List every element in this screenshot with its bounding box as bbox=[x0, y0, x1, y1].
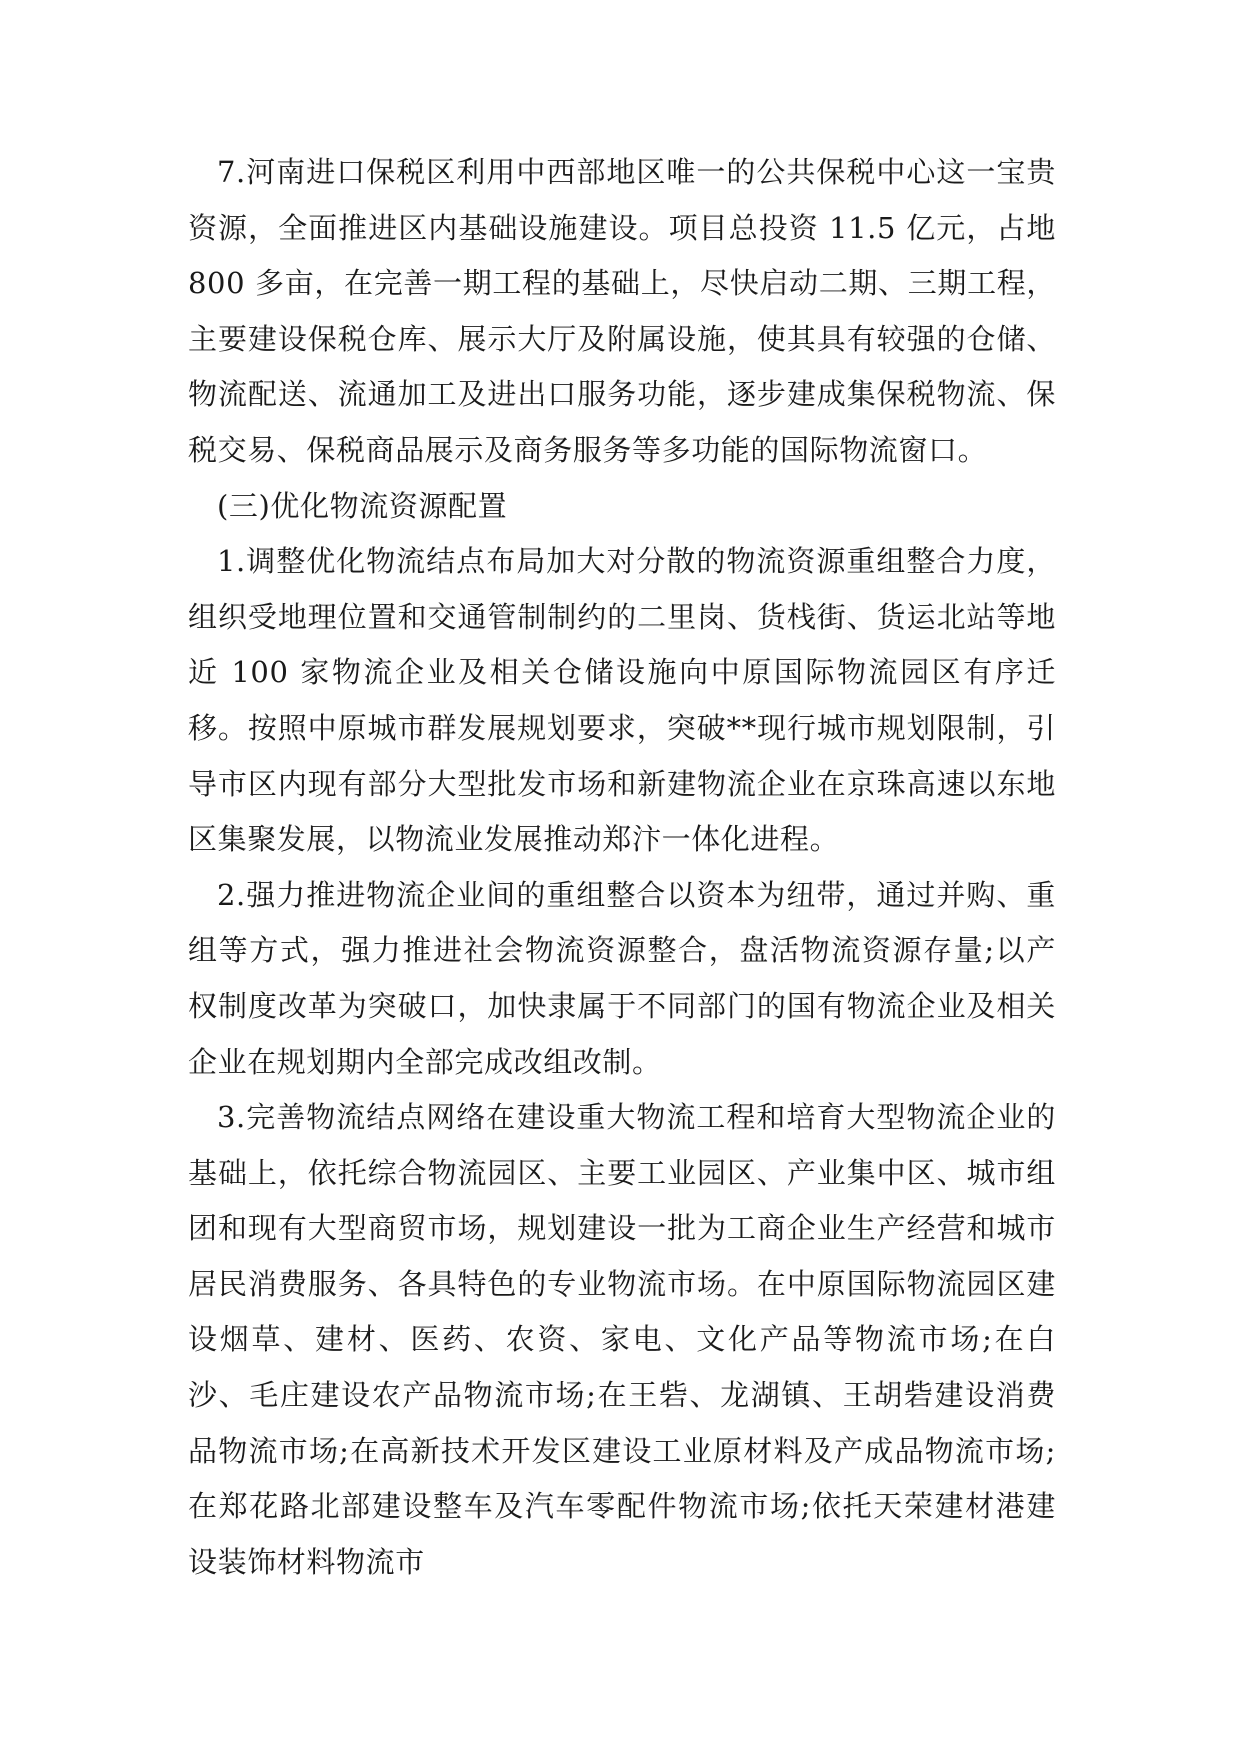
paragraph-bonded-zone: 7.河南进口保税区利用中西部地区唯一的公共保税中心这一宝贵资源，全面推进区内基础设施建设。项目总投资 11.5 亿元，占地 800 多亩，在完善一期工程的基础上，尽快启动二期、三期工程，主要建设保税仓库、展示大厅及附属设施，使其具有较强的仓储、物流配送、流通加工及进出口服务功能，逐步建成集保税物流、保税交易、保税商品展示及商务服务等多功能的国际物流窗口。 bbox=[188, 155, 1056, 467]
paragraph-restructure-enterprises: 2.强力推进物流企业间的重组整合以资本为纽带，通过并购、重组等方式，强力推进社会物流资源整合，盘活物流资源存量;以产权制度改革为突破口，加快隶属于不同部门的国有物流企业及相关企业在规划期内全部完成改组改制。 bbox=[188, 877, 1056, 1079]
paragraph-improve-network: 3.完善物流结点网络在建设重大物流工程和培育大型物流企业的基础上，依托综合物流园区、主要工业园区、产业集中区、城市组团和现有大型商贸市场，规划建设一批为工商企业生产经营和城市居民消费服务、各具特色的专业物流市场。在中原国际物流园区建设烟草、建材、医药、农资、家电、文化产品等物流市场;在白沙、毛庄建设农产品物流市场;在王砦、龙湖镇、王胡砦建设消费品物流市场;在高新技术开发区建设工业原材料及产成品物流市场;在郑花路北部建设整车及汽车零配件物流市场;依托天荣建材港建设装饰材料物流市 bbox=[188, 1100, 1056, 1579]
paragraph-adjust-layout: 1.调整优化物流结点布局加大对分散的物流资源重组整合力度，组织受地理位置和交通管制制约的二里岗、货栈街、货运北站等地近 100 家物流企业及相关仓储设施向中原国际物流园区有序迁移。按照中原城市群发展规划要求，突破**现行城市规划限制，引导市区内现有部分大型批发市场和新建物流企业在京珠高速以东地区集聚发展，以物流业发展推动郑汴一体化进程。 bbox=[188, 544, 1056, 857]
section-heading-optimize-resources: (三)优化物流资源配置 bbox=[217, 488, 508, 523]
document-body bbox=[188, 145, 1056, 1590]
